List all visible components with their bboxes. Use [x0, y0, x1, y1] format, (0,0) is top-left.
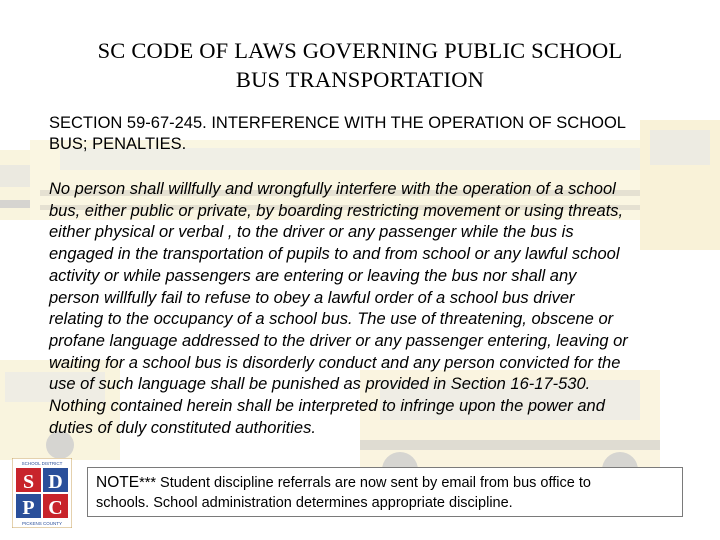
body-line: engaged in the transportation of pupils to and from school or any lawful school: [49, 245, 620, 264]
body-line: duties of duly constituted authorities.: [49, 418, 316, 437]
body-line: relating to the occupancy of a school bus. The use of threatening, obscene or: [49, 310, 614, 329]
logo-bottom-text: PICKENS COUNTY: [21, 521, 63, 526]
body-line: profane language addressed to the driver or any passenger entering, leaving or: [49, 331, 628, 350]
body-line: use of such language shall be punished as provided in Section 16-17-530.: [49, 375, 591, 394]
slide-title: [40, 36, 680, 94]
body-line: Nothing contained herein shall be interpreted to infringe upon the power and: [49, 397, 605, 416]
note-stars: ***: [139, 475, 156, 491]
section-heading-line-1: SECTION 59-67-245. INTERFERENCE WITH THE OPERATION OF SCHOOL: [49, 114, 626, 132]
logo-letter-d: D: [48, 471, 63, 493]
logo-top-text: SCHOOL DISTRICT: [21, 461, 63, 466]
note-line-1: [96, 473, 674, 493]
body-line: No person shall willfully and wrongfully interfere with the operation of a school: [49, 180, 616, 198]
section-heading: [49, 113, 689, 155]
note-label: NOTE: [96, 474, 140, 491]
body-line: either physical or verbal , to the driver or any passenger while the bus is: [49, 223, 574, 242]
title-line-2: BUS TRANSPORTATION: [235, 67, 485, 92]
logo-letter-s: S: [22, 471, 35, 493]
title-line-1: SC CODE OF LAWS GOVERNING PUBLIC SCHOOL: [97, 38, 623, 63]
section-heading-line-2: BUS; PENALTIES.: [49, 135, 187, 153]
logo-letter-p: P: [22, 497, 35, 519]
district-logo: [12, 458, 72, 528]
body-line: person willfully fail to refuse to obey a lawful order of a school bus driver: [49, 288, 575, 307]
note-box: [87, 467, 683, 517]
note-text-line-1: Student discipline referrals are now sent by email from bus office to: [156, 475, 591, 491]
note-text-line-2: schools. School administration determines appropriate discipline.: [96, 495, 513, 511]
body-line: activity or while passengers are entering or leaving the bus nor shall any: [49, 266, 577, 285]
body-line: waiting for a school bus is disorderly conduct and any person convicted for the: [49, 353, 621, 372]
statute-body-text: [49, 179, 689, 439]
logo-letter-c: C: [48, 497, 63, 519]
body-line: bus, either public or private, by boarding restricting movement or using threats,: [49, 201, 624, 220]
